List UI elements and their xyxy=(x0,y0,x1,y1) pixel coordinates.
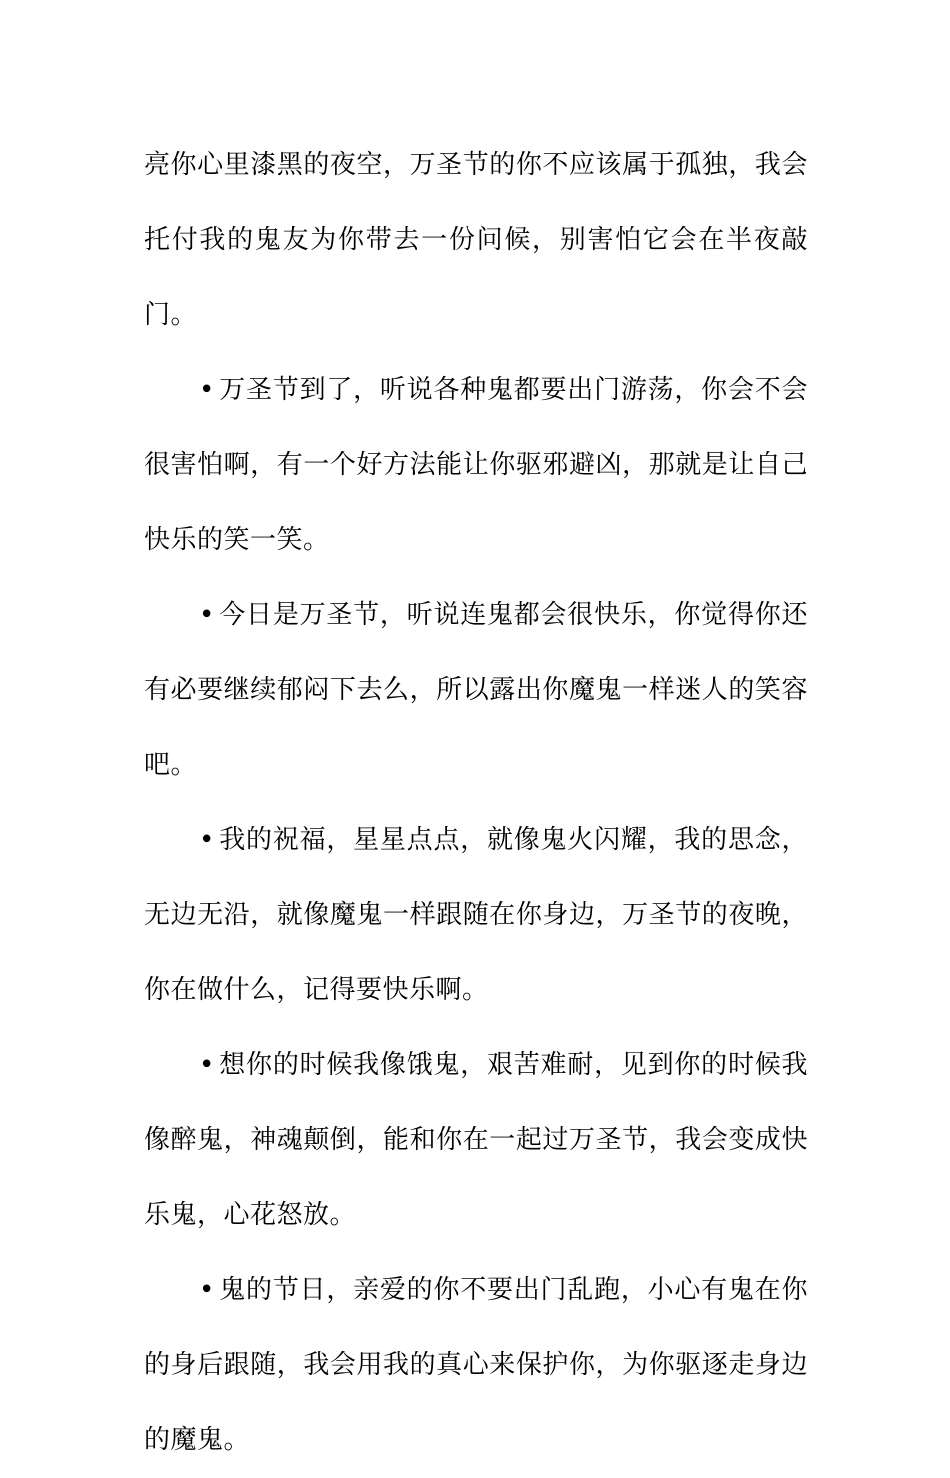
bullet-icon: • xyxy=(199,375,215,405)
bullet-paragraph xyxy=(144,1028,808,1253)
paragraph-continued xyxy=(144,128,808,353)
paragraph-text: 亮你心里漆黑的夜空，万圣节的你不应该属于孤独，我会托付我的鬼友为你带去一份问候，别害怕它会在半夜敲门。 xyxy=(144,150,808,330)
bullet-paragraph xyxy=(144,1253,808,1478)
bullet-icon: • xyxy=(199,1050,215,1080)
paragraph-text: 万圣节到了，听说各种鬼都要出门游荡，你会不会很害怕啊，有一个好方法能让你驱邪避凶，那就是让自己快乐的笑一笑。 xyxy=(144,375,808,555)
bullet-paragraph xyxy=(144,353,808,578)
bullet-paragraph xyxy=(144,578,808,803)
paragraph-text: 鬼的节日，亲爱的你不要出门乱跑，小心有鬼在你的身后跟随，我会用我的真心来保护你，为你驱逐走身边的魔鬼。 xyxy=(144,1275,808,1455)
bullet-paragraph xyxy=(144,803,808,1028)
document-body xyxy=(144,128,808,1478)
paragraph-text: 我的祝福，星星点点，就像鬼火闪耀，我的思念，无边无沿，就像魔鬼一样跟随在你身边，万圣节的夜晚，你在做什么，记得要快乐啊。 xyxy=(144,825,808,1005)
bullet-icon: • xyxy=(199,600,215,630)
bullet-icon: • xyxy=(199,825,215,855)
bullet-icon: • xyxy=(199,1275,215,1305)
paragraph-text: 想你的时候我像饿鬼，艰苦难耐，见到你的时候我像醉鬼，神魂颠倒，能和你在一起过万圣节，我会变成快乐鬼，心花怒放。 xyxy=(144,1050,808,1230)
paragraph-text: 今日是万圣节，听说连鬼都会很快乐，你觉得你还有必要继续郁闷下去么，所以露出你魔鬼一样迷人的笑容吧。 xyxy=(144,600,808,780)
